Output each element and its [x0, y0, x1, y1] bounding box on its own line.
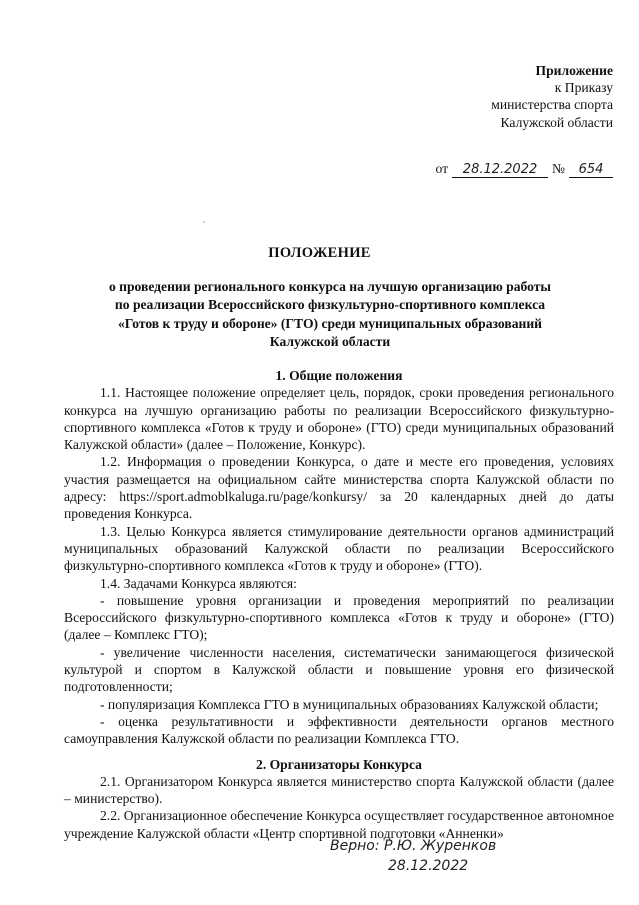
signature-line: Верно: Р.Ю. Журенков [330, 838, 497, 854]
paragraph-2-2: 2.2. Организационное обеспечение Конкурса осуществляет государственное автономное учреждение Калужской области «Центр спортивной подготовки «Анненки» [64, 808, 614, 841]
task-bullet: - популяризация Комплекса ГТО в муниципальных образованиях Калужской области; [100, 696, 599, 712]
order-date: 28.12.2022 [452, 162, 548, 178]
task-bullet: - увеличение численности населения, систематически занимающегося физической культурой и спортом в Калужской области и повышение уровня его физической подготовленности; [64, 644, 614, 695]
order-number-sign: № [552, 161, 565, 176]
annex-block [491, 62, 613, 131]
certification-signature [330, 838, 496, 874]
annex-line-order: к Приказу [554, 80, 613, 96]
paragraph-1-2: 1.2. Информация о проведении Конкурса, о дате и месте его проведения, условиях участия размещается на официальном сайте министерства спорта Калужской области по адресу: https://sport.admoblkaluga.ru/page/konkursy/ за 20 календарных дней до даты проведения Конкурса. [64, 454, 614, 522]
document-title: ПОЛОЖЕНИЕ [268, 245, 371, 261]
annex-title: Приложение [535, 63, 613, 78]
paragraph-2-1: 2.1. Организатором Конкурса является министерство спорта Калужской области (далее – министерство). [64, 773, 614, 807]
signature-date: 28.12.2022 [388, 858, 469, 874]
subtitle-line: «Готов к труду и обороне» (ГТО) среди муниципальных образований [117, 315, 543, 331]
order-reference [435, 161, 613, 178]
document-subtitle [60, 278, 600, 351]
paragraph-1-3: 1.3. Целью Конкурса является стимулирование деятельности органов администраций муниципальных образований Калужской области по реализации Всероссийского физкультурно-спортивного комплекса «Готов к труду и обороне» (ГТО). [64, 523, 614, 574]
task-bullet: - оценка результативности и эффективности деятельности органов местного самоуправления Калужской области по реализации Комплекса ГТО. [64, 713, 614, 747]
order-number: 654 [569, 162, 613, 178]
paragraph-1-4: 1.4. Задачами Конкурса являются: [100, 575, 297, 591]
task-bullet: - повышение уровня организации и проведения мероприятий по реализации Всероссийского физкультурно-спортивного комплекса «Готов к труду и обороне» (ГТО) (далее – Комплекс ГТО); [64, 592, 614, 643]
subtitle-line: о проведении регионального конкурса на лучшую организацию работы [108, 279, 552, 294]
section-heading-general: 1. Общие положения [275, 368, 403, 383]
subtitle-line: Калужской области [269, 333, 391, 349]
annex-line-region: Калужской области [500, 114, 613, 130]
annex-line-ministry: министерства спорта [491, 97, 613, 113]
paragraph-1-1: 1.1. Настоящее положение определяет цель, порядок, сроки проведения регионального конкурса на лучшую организацию работы по реализации Всероссийского физкультурно-спортивного комплекса «Готов к труду и обороне» (ГТО) среди муниципальных образований Калужской области» (далее – Положение, Конкурс). [64, 385, 614, 453]
section-gap [64, 748, 614, 756]
document-body [64, 367, 614, 842]
subtitle-line: по реализации Всероссийского физкультурно-спортивного комплекса [114, 297, 546, 313]
section-heading-organizers: 2. Организаторы Конкурса [256, 756, 422, 772]
scan-speck [203, 221, 205, 223]
order-prefix: от [435, 161, 449, 176]
